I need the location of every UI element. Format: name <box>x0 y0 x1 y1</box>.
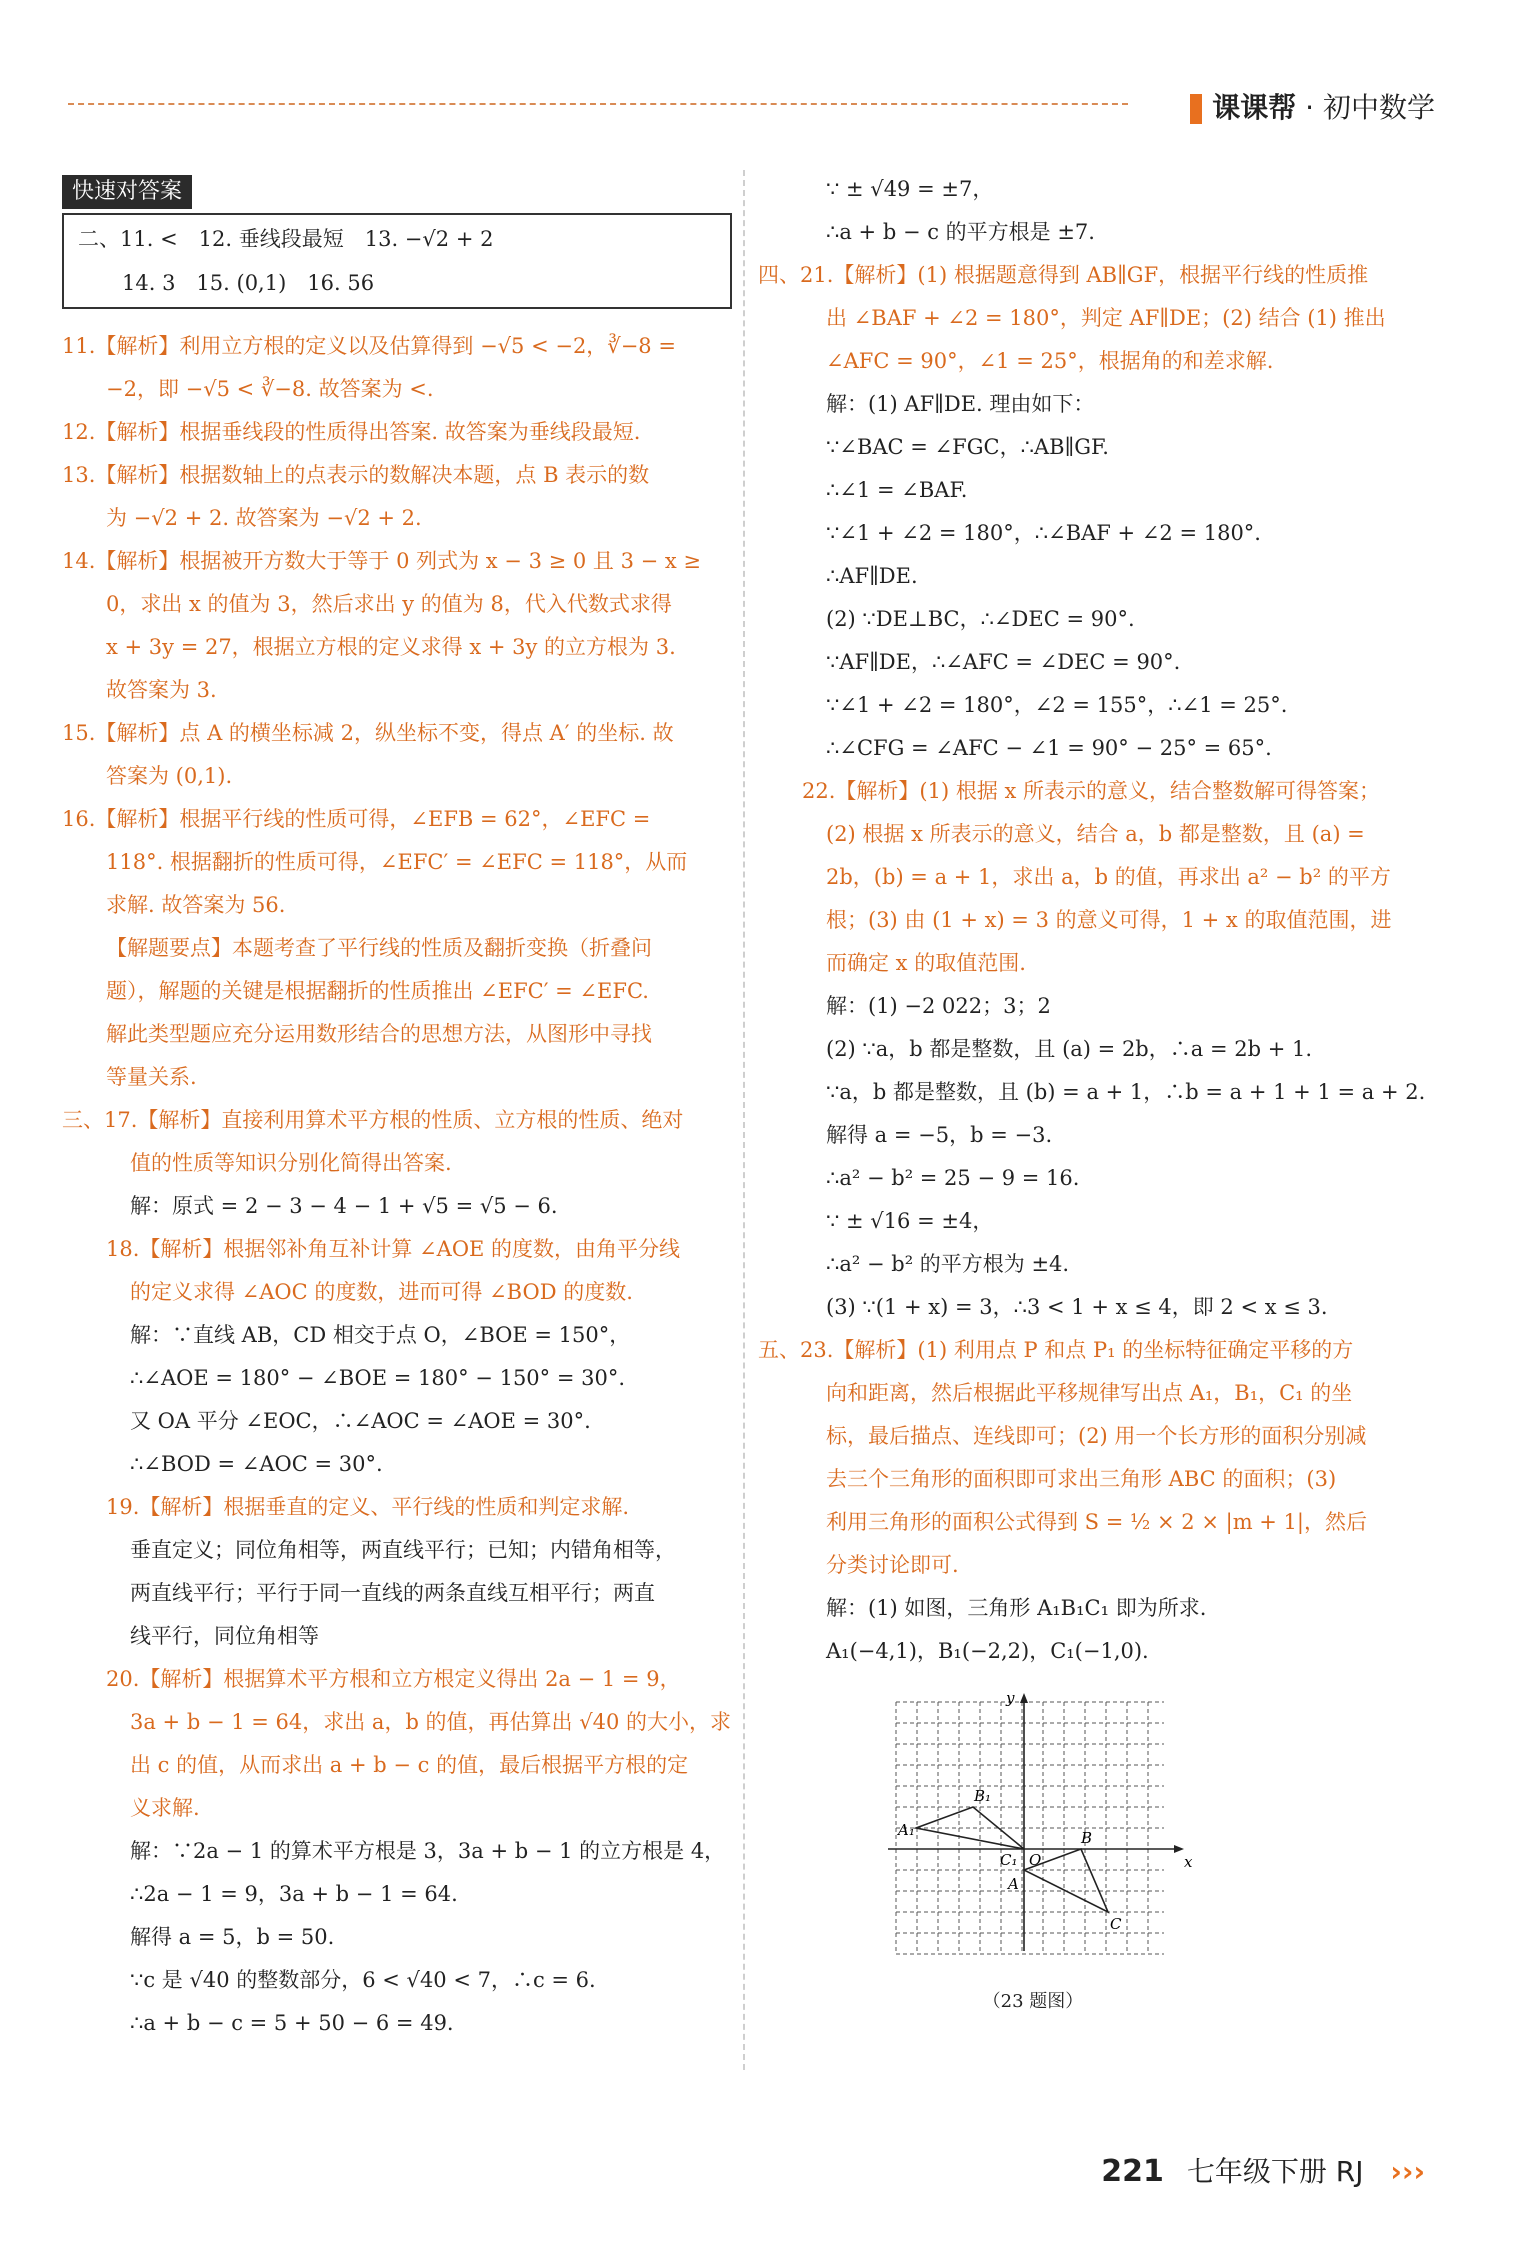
solution-line: 解：∵直线 AB，CD 相交于点 O，∠BOE = 150°， <box>130 1323 631 1347</box>
label-c: C <box>1110 1915 1122 1933</box>
solution-line: 出 c 的值，从而求出 a + b − c 的值，最后根据平方根的定 <box>130 1753 689 1777</box>
solution-line: 值的性质等知识分别化简得出答案. <box>130 1151 452 1175</box>
solution-line: 两直线平行；平行于同一直线的两条直线互相平行；两直 <box>130 1581 655 1605</box>
solution-line: 2b，(b) = a + 1，求出 a，b 的值，再求出 a² − b² 的平方 <box>826 865 1391 889</box>
solution-line: (2) ∵DE⊥BC，∴∠DEC = 90°. <box>826 607 1135 631</box>
solution-line: 标，最后描点、连线即可；(2) 用一个长方形的面积分别减 <box>826 1424 1367 1448</box>
solution-line: 16.【解析】根据平行线的性质可得，∠EFB = 62°，∠EFC = <box>62 807 651 831</box>
solution-line: 的定义求得 ∠AOC 的度数，进而可得 ∠BOD 的度数. <box>130 1280 633 1304</box>
solution-line: 线平行，同位角相等 <box>130 1624 319 1648</box>
solution-line: ∴a + b − c = 5 + 50 − 6 = 49. <box>130 2011 454 2035</box>
solution-line: (2) ∵a，b 都是整数，且 (a) = 2b，∴a = 2b + 1. <box>826 1037 1313 1061</box>
solution-line: 答案为 (0,1). <box>106 764 233 788</box>
solution-line: 故答案为 3. <box>106 678 217 702</box>
solution-line: ∵a，b 都是整数，且 (b) = a + 1，∴b = a + 1 + 1 = a + 2. <box>826 1080 1426 1104</box>
quick-answer-row: 14. 3 15. (0,1) 16. 56 <box>122 271 375 295</box>
page-footer <box>1101 2150 1425 2190</box>
solution-line: −2，即 −√5 < ∛−8. 故答案为 <. <box>106 377 434 401</box>
brand-subject: 初中数学 <box>1322 91 1435 124</box>
solution-line: 15.【解析】点 A 的横坐标减 2，纵坐标不变，得点 A′ 的坐标. 故 <box>62 721 674 745</box>
solution-line: 解：(1) −2 022；3；2 <box>826 994 1051 1018</box>
solution-line: 义求解. <box>130 1796 200 1820</box>
solution-line: ∵∠BAC = ∠FGC，∴AB∥GF. <box>826 435 1109 459</box>
right-column <box>758 168 1438 2023</box>
solution-line: x + 3y = 27，根据立方根的定义求得 x + 3y 的立方根为 3. <box>106 635 676 659</box>
solution-line: ∴AF∥DE. <box>826 564 918 588</box>
quick-answer-box <box>62 213 732 309</box>
label-y: y <box>1006 1689 1015 1707</box>
right-solution-text <box>758 168 1438 1673</box>
chevrons-icon: ››› <box>1390 2155 1425 2188</box>
solution-line: ∴2a − 1 = 9，3a + b − 1 = 64. <box>130 1882 458 1906</box>
solution-line: 等量关系. <box>106 1065 197 1089</box>
label-x: x <box>1184 1853 1193 1871</box>
coordinate-grid-svg <box>888 1689 1193 1959</box>
solution-line: ∴∠AOE = 180° − ∠BOE = 180° − 150° = 30°. <box>130 1366 626 1390</box>
solution-line: 12.【解析】根据垂线段的性质得出答案. 故答案为垂线段最短. <box>62 420 641 444</box>
solution-line: 解得 a = 5，b = 50. <box>130 1925 335 1949</box>
label-b: B <box>1081 1829 1093 1847</box>
solution-line: ∴∠BOD = ∠AOC = 30°. <box>130 1452 383 1476</box>
solution-line: 22.【解析】(1) 根据 x 所表示的意义，结合整数解可得答案； <box>802 779 1381 803</box>
quick-answer-title: 快速对答案 <box>62 175 192 209</box>
solution-line: 向和距离，然后根据此平移规律写出点 A₁，B₁，C₁ 的坐 <box>826 1381 1353 1405</box>
solution-line: 14.【解析】根据被开方数大于等于 0 列式为 x − 3 ≥ 0 且 3 − x ≥ <box>62 549 702 573</box>
solution-line: 0，求出 x 的值为 3，然后求出 y 的值为 8，代入代数式求得 <box>106 592 672 616</box>
solution-line: 【解题要点】本题考查了平行线的性质及翻折变换（折叠问 <box>106 936 652 960</box>
solution-line: ∵c 是 √40 的整数部分，6 < √40 < 7，∴c = 6. <box>130 1968 596 1992</box>
solution-line: 3a + b − 1 = 64，求出 a，b 的值，再估算出 √40 的大小，求 <box>130 1710 732 1734</box>
brand-name: 课课帮 <box>1212 91 1297 124</box>
column-divider <box>743 170 745 2070</box>
solution-line: 又 OA 平分 ∠EOC，∴∠AOC = ∠AOE = 30°. <box>130 1409 591 1433</box>
solution-line: 解得 a = −5，b = −3. <box>826 1123 1053 1147</box>
solution-line: 去三个三角形的面积即可求出三角形 ABC 的面积；(3) <box>826 1467 1337 1491</box>
left-solution-text <box>62 325 732 2045</box>
grade-label: 七年级下册 <box>1186 2155 1327 2188</box>
brand-mark-icon <box>1190 94 1202 124</box>
solution-line: 11.【解析】利用立方根的定义以及估算得到 −√5 < −2，∛−8 = <box>62 334 676 358</box>
solution-line: 垂直定义；同位角相等，两直线平行；已知；内错角相等， <box>130 1538 676 1562</box>
solution-line: 19.【解析】根据垂直的定义、平行线的性质和判定求解. <box>106 1495 630 1519</box>
label-c1: C₁ <box>1000 1851 1018 1869</box>
solution-line: 三、17.【解析】直接利用算术平方根的性质、立方根的性质、绝对 <box>62 1108 684 1132</box>
solution-line: 分类讨论即可. <box>826 1553 959 1577</box>
solution-line: ∴∠CFG = ∠AFC − ∠1 = 90° − 25° = 65°. <box>826 736 1272 760</box>
solution-line: ∴a² − b² 的平方根为 ±4. <box>826 1252 1070 1276</box>
solution-line: 题），解题的关键是根据翻折的性质推出 ∠EFC′ = ∠EFC. <box>106 979 649 1003</box>
solution-line: 解：∵2a − 1 的算术平方根是 3，3a + b − 1 的立方根是 4， <box>130 1839 726 1863</box>
brand-dot: · <box>1305 91 1315 124</box>
x-axis-arrow-icon <box>1174 1845 1184 1853</box>
solution-line: 五、23.【解析】(1) 利用点 P 和点 P₁ 的坐标特征确定平移的方 <box>758 1338 1354 1362</box>
quick-answer-row: 二、11. < 12. 垂线段最短 13. −√2 + 2 <box>78 227 494 251</box>
solution-line: 118°. 根据翻折的性质可得，∠EFC′ = ∠EFC = 118°，从而 <box>106 850 688 874</box>
solution-line: 求解. 故答案为 56. <box>106 893 286 917</box>
solution-line: ∠AFC = 90°，∠1 = 25°，根据角的和差求解. <box>826 349 1274 373</box>
brand-header <box>1190 86 1435 126</box>
solution-line: 18.【解析】根据邻补角互补计算 ∠AOE 的度数，由角平分线 <box>106 1237 681 1261</box>
label-a1: A₁ <box>898 1821 915 1839</box>
solution-line: (3) ∵(1 + x) = 3，∴3 < 1 + x ≤ 4，即 2 < x ≤ 3. <box>826 1295 1328 1319</box>
solution-line: A₁(−4,1)，B₁(−2,2)，C₁(−1,0). <box>826 1639 1149 1663</box>
edition-label: RJ <box>1335 2155 1364 2188</box>
solution-line: (2) 根据 x 所表示的意义，结合 a，b 都是整数，且 (a) = <box>826 822 1365 846</box>
solution-line: 根；(3) 由 (1 + x) = 3 的意义可得，1 + x 的取值范围，进 <box>826 908 1392 932</box>
y-axis-arrow-icon <box>1020 1693 1028 1703</box>
figure-caption: （23 题图） <box>982 1991 1084 2012</box>
solution-line: 解：(1) AF∥DE. 理由如下： <box>826 392 1095 416</box>
solution-line: ∵∠1 + ∠2 = 180°，∠2 = 155°，∴∠1 = 25°. <box>826 693 1288 717</box>
solution-line: 解：(1) 如图，三角形 A₁B₁C₁ 即为所求. <box>826 1596 1207 1620</box>
page-number: 221 <box>1101 2154 1164 2189</box>
solution-line: 四、21.【解析】(1) 根据题意得到 AB∥GF，根据平行线的性质推 <box>758 263 1369 287</box>
solution-line: ∴a² − b² = 25 − 9 = 16. <box>826 1166 1080 1190</box>
header-rule <box>68 103 1128 105</box>
coordinate-figure <box>888 1689 1438 1974</box>
solution-line: 解：原式 = 2 − 3 − 4 − 1 + √5 = √5 − 6. <box>130 1194 558 1218</box>
label-o: O <box>1029 1851 1042 1869</box>
solution-line: 为 −√2 + 2. 故答案为 −√2 + 2. <box>106 506 422 530</box>
solution-line: ∵ ± √16 = ±4， <box>826 1209 994 1233</box>
solution-line: 解此类型题应充分运用数形结合的思想方法，从图形中寻找 <box>106 1022 652 1046</box>
solution-line: ∴a + b − c 的平方根是 ±7. <box>826 220 1095 244</box>
label-a: A <box>1008 1875 1019 1893</box>
solution-line: 20.【解析】根据算术平方根和立方根定义得出 2a − 1 = 9， <box>106 1667 681 1691</box>
solution-line: ∵ ± √49 = ±7， <box>826 177 994 201</box>
solution-line: ∵∠1 + ∠2 = 180°，∴∠BAF + ∠2 = 180°. <box>826 521 1261 545</box>
solution-line: 13.【解析】根据数轴上的点表示的数解决本题，点 B 表示的数 <box>62 463 650 487</box>
solution-line: 出 ∠BAF + ∠2 = 180°，判定 AF∥DE；(2) 结合 (1) 推出 <box>826 306 1386 330</box>
solution-line: ∴∠1 = ∠BAF. <box>826 478 968 502</box>
left-column <box>62 170 732 2045</box>
solution-line: ∵AF∥DE，∴∠AFC = ∠DEC = 90°. <box>826 650 1181 674</box>
label-b1: B₁ <box>974 1787 992 1805</box>
solution-line: 而确定 x 的取值范围. <box>826 951 1026 975</box>
solution-line: 利用三角形的面积公式得到 S = ½ × 2 × |m + 1|，然后 <box>826 1510 1367 1534</box>
